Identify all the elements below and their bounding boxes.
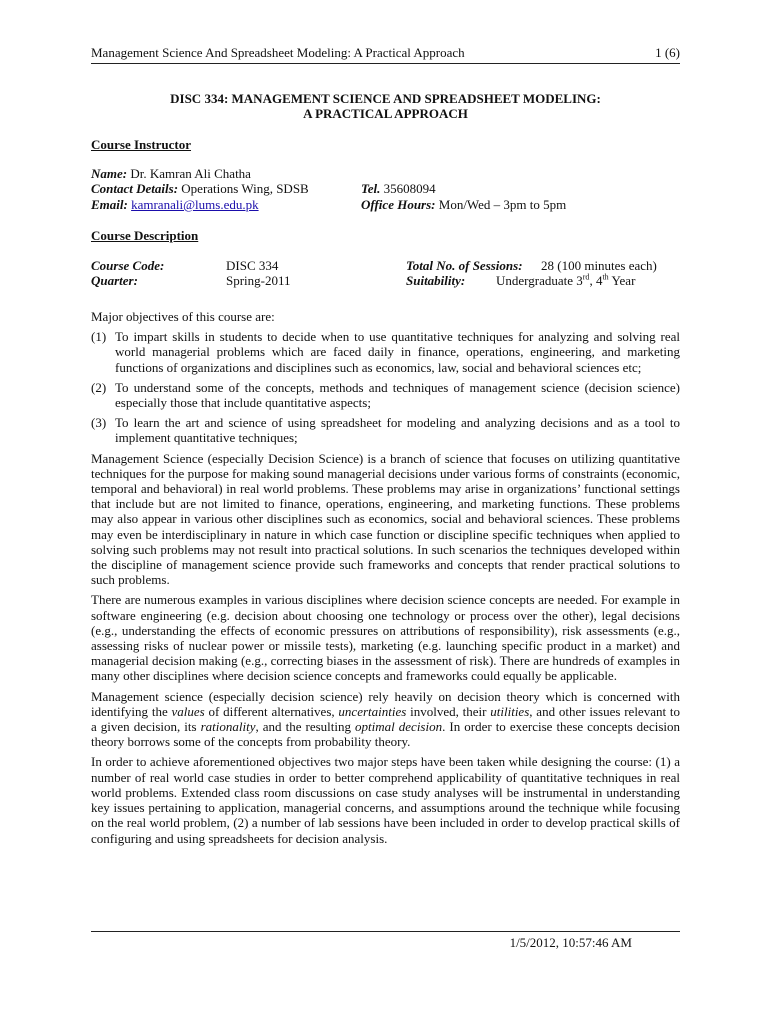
objective-number: (2) [91, 379, 107, 395]
objectives-intro: Major objectives of this course are: [91, 309, 275, 324]
sessions-label: Total No. of Sessions: [406, 258, 523, 273]
page-footer [91, 931, 680, 950]
course-code-value: DISC 334 [226, 258, 279, 273]
objective-text: To learn the art and science of using spreadsheet for modeling and analyzing decisions and as a tool to implement quantitative techniques; [115, 415, 680, 446]
instructor-heading: Course Instructor [91, 137, 192, 152]
instructor-name-row [91, 166, 251, 182]
tel-row [361, 181, 436, 197]
contact-value: Operations Wing, SDSB [181, 181, 309, 196]
description-heading: Course Description [91, 228, 199, 243]
office-hours-row [361, 197, 566, 213]
page-number: 1 (6) [655, 45, 680, 60]
running-title: Management Science And Spreadsheet Modeling: A Practical Approach [91, 45, 465, 60]
objective-number: (3) [91, 415, 107, 431]
objective-item [91, 329, 680, 375]
sessions-value: 28 (100 minutes each) [541, 258, 657, 273]
tel-label: Tel. [361, 181, 381, 196]
page-header [91, 43, 680, 64]
office-hours-value: Mon/Wed – 3pm to 5pm [438, 197, 567, 212]
quarter-label: Quarter: [91, 273, 138, 288]
suitability-label: Suitability: [406, 273, 466, 288]
contact-row [91, 181, 309, 197]
objective-item [91, 380, 680, 410]
name-label: Name: [91, 166, 128, 181]
title-line-1: DISC 334: MANAGEMENT SCIENCE AND SPREADSHEET MODELING: [170, 91, 601, 106]
course-code-label: Course Code: [91, 258, 165, 273]
objective-text: To understand some of the concepts, methods and techniques of management science (decision science) especially those that include quantitative aspects; [115, 379, 680, 411]
paragraph-course-design: In order to achieve aforementioned objectives two major steps have been taken while designing the course: (1) a number of real world case studies in order to better comprehend applicability of quantitative techniques in real world problems. Extended class room discussions on case study analyses will be instrumental in understanding key issues pertaining to application, managerial concerns, and assumptions around the technique while focusing on the real world problem, (2) a number of lab sessions have been included in order to develop practical skills of configuring and using spreadsheets for decision analysis. [91, 754, 680, 846]
paragraph-decision-theory: Management science (especially decision science) rely heavily on decision theory which is concerned with identifying the values of different alternatives, uncertainties involved, their utilities, and other issues relevant to a given decision, its rationality, and the resulting optimal decision. In order to exercise these concepts decision theory borrows some of the concepts from probability theory. [91, 688, 681, 750]
office-hours-label: Office Hours: [361, 197, 436, 212]
document-title [91, 91, 680, 121]
email-row [91, 197, 259, 213]
objective-number: (1) [91, 329, 107, 345]
contact-label: Contact Details: [91, 181, 179, 196]
name-value: Dr. Kamran Ali Chatha [130, 166, 251, 181]
document-body [91, 309, 680, 851]
email-link[interactable]: kamranali@lums.edu.pk [131, 197, 259, 212]
tel-value: 35608094 [383, 181, 436, 196]
objective-item [91, 415, 680, 445]
quarter-value: Spring-2011 [226, 273, 291, 288]
paragraph-management-science: Management Science (especially Decision Science) is a branch of science that focuses on utilizing quantitative techniques for the purpose for making sound managerial decisions under various forms of constraints (economic, temporal and behavioral) in real world problems. These problems may arise in organizations’ functional settings that include but are not limited to finance, operations, engineering, and marketing functions. These problems may also appear in various other disciplines such as economics, social and behavioral sciences. These problems may even be interdisciplinary in nature in which case function or discipline specific techniques when applied to solving such problems may not result into practical solutions. In such scenarios the techniques developed within the discipline of management science provide such frameworks and concepts that render practical solutions to such problems. [91, 450, 680, 588]
title-line-2: A PRACTICAL APPROACH [303, 106, 468, 121]
footer-timestamp: 1/5/2012, 10:57:46 AM [509, 935, 632, 950]
paragraph-examples: There are numerous examples in various disciplines where decision science concepts are needed. For example in software engineering (e.g. decision about choosing one technology or process over the other), legal decisions (e.g., understanding the effects of economic pressures on attributions of responsibility), risk assessments (e.g., assessing risks of nuclear power or missile tests), marketing (e.g. launching specific product in a market) and managerial decision making (e.g., correcting biases in the assessment of risk). There are hundreds of examples in many other disciplines where decision science concepts and frameworks could equally be applicable. [91, 592, 680, 684]
suitability-value: Undergraduate 3rd, 4th Year [496, 272, 636, 288]
email-label: Email: [91, 197, 128, 212]
objective-text: To impart skills in students to decide when to use quantitative techniques for analyzing and solving real world managerial problems which are faced daily in finance, operations, engineering, and marketing functions of organizations and disciplines such as economics, law, social and behavioral sciences etc; [115, 329, 680, 375]
